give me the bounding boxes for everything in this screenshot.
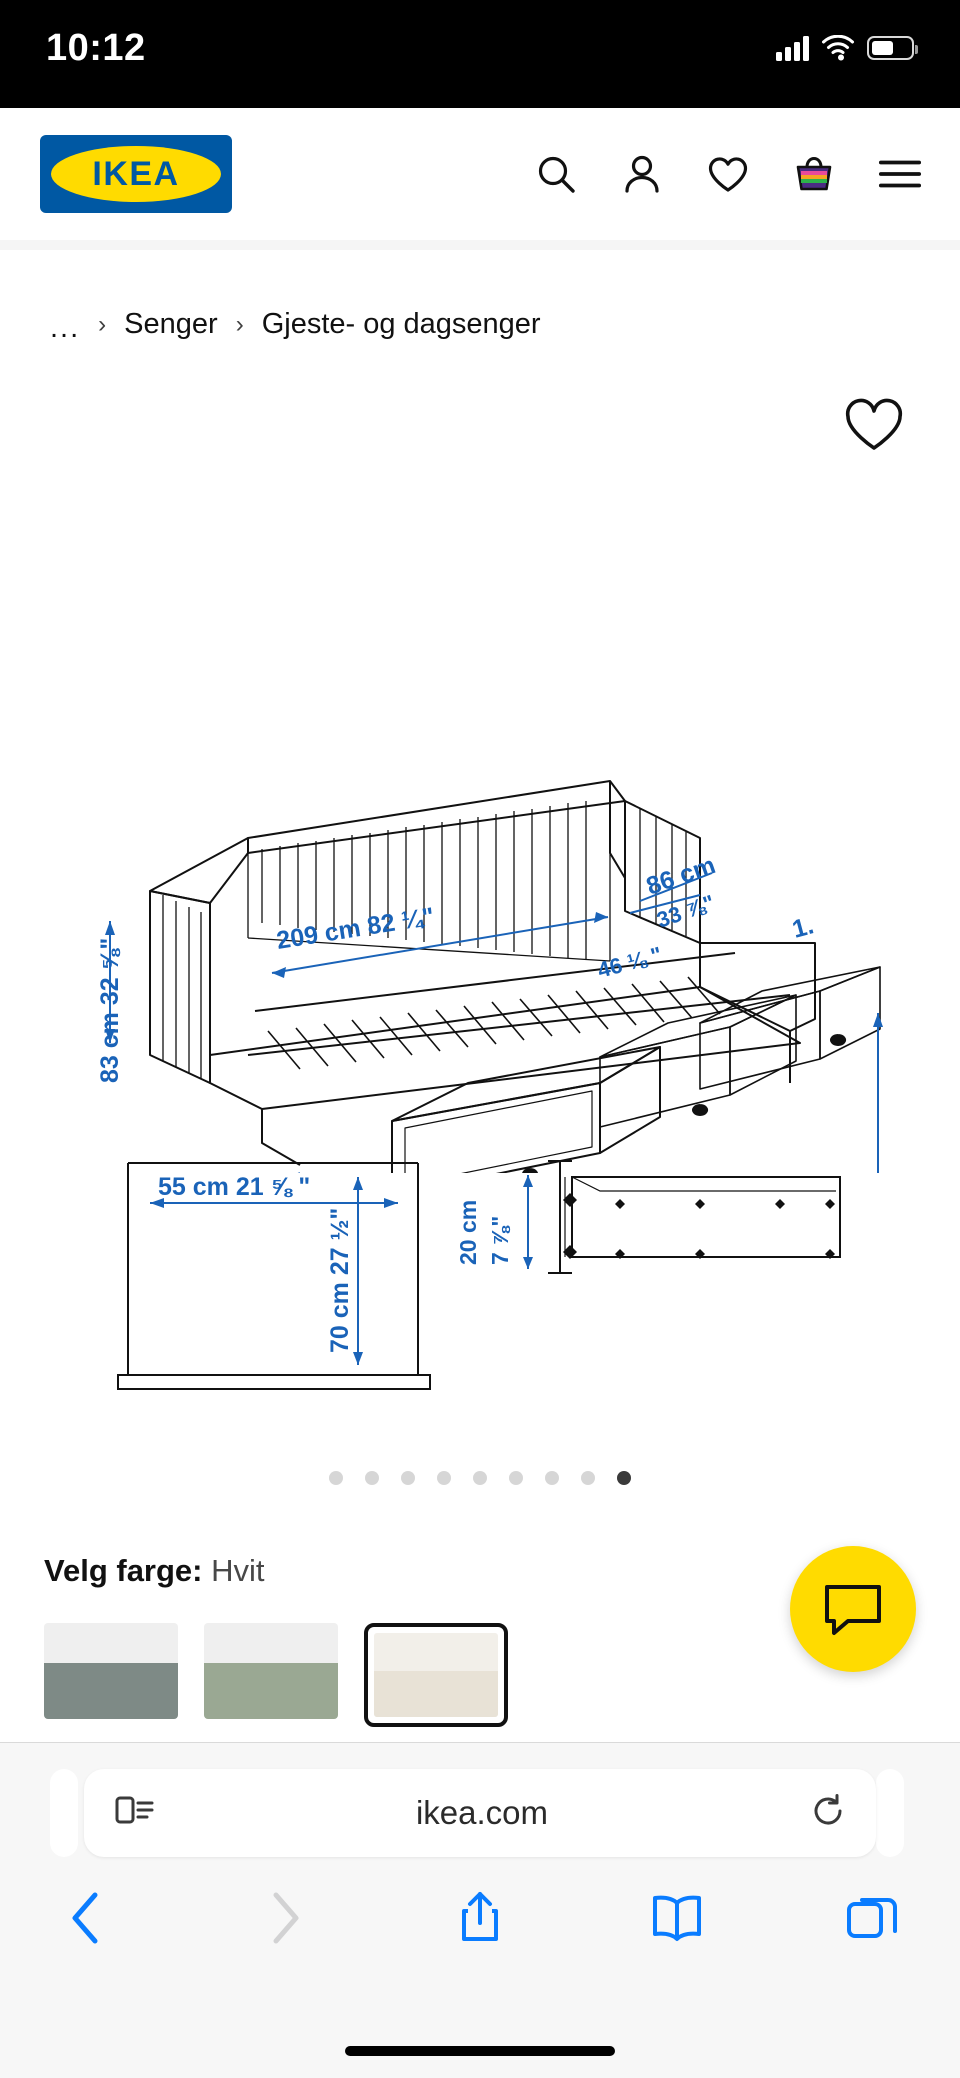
ikea-logo[interactable] bbox=[40, 135, 232, 213]
address-bar[interactable] bbox=[84, 1769, 876, 1857]
color-chooser-value: Hvit bbox=[211, 1553, 265, 1588]
swatch-grey[interactable] bbox=[44, 1623, 178, 1719]
ikea-logo-text: IKEA bbox=[92, 154, 180, 193]
dim-label-drawer-height-inch: 7 ⅞" bbox=[487, 1215, 513, 1265]
gallery-dot[interactable] bbox=[401, 1471, 415, 1485]
header-icon-group bbox=[534, 152, 922, 196]
forward-button[interactable] bbox=[249, 1883, 319, 1953]
wifi-icon bbox=[821, 35, 855, 61]
dim-label-depth-top-inch: 33 ⅞" bbox=[653, 889, 718, 933]
header-divider bbox=[0, 240, 960, 250]
dim-label-drawer-depth: 70 cm 27 ½" bbox=[326, 1207, 354, 1353]
dim-label-depth-top: 86 cm bbox=[642, 851, 719, 901]
battery-icon bbox=[867, 36, 914, 60]
swatch-green[interactable] bbox=[204, 1623, 338, 1719]
chevron-right-icon bbox=[264, 1889, 304, 1947]
home-indicator bbox=[345, 2046, 615, 2056]
bookmarks-button[interactable] bbox=[642, 1883, 712, 1953]
heart-icon[interactable] bbox=[706, 152, 750, 196]
gallery-dot[interactable] bbox=[329, 1471, 343, 1485]
gallery-pagination-dots[interactable] bbox=[0, 1453, 960, 1495]
dim-label-right-height-2: 46 ⅛ " bbox=[594, 941, 665, 983]
breadcrumb-item-0[interactable]: ... bbox=[50, 312, 81, 344]
search-icon[interactable] bbox=[534, 152, 578, 196]
breadcrumb-item-2[interactable]: Gjeste- og dagsenger bbox=[261, 308, 541, 340]
dim-label-drawer-width: 55 cm 21 ⅝ " bbox=[158, 1173, 311, 1201]
browser-bottom-bar bbox=[0, 1742, 960, 2078]
gallery-dot[interactable] bbox=[581, 1471, 595, 1485]
shopping-bag-icon[interactable] bbox=[792, 152, 836, 196]
dim-label-left-height: 83 cm 32 ⅝" bbox=[96, 937, 124, 1083]
gallery-dot[interactable] bbox=[545, 1471, 559, 1485]
back-button[interactable] bbox=[52, 1883, 122, 1953]
gallery-dot[interactable] bbox=[365, 1471, 379, 1485]
dim-label-drawer-height: 20 cm bbox=[455, 1199, 481, 1265]
url-row bbox=[0, 1743, 960, 1857]
chevron-left-icon bbox=[67, 1889, 107, 1947]
gallery-dot-active[interactable] bbox=[617, 1471, 631, 1485]
color-chooser-title bbox=[44, 1553, 916, 1589]
reader-view-icon[interactable] bbox=[114, 1794, 154, 1833]
drawer-dimension-drawing bbox=[0, 1153, 960, 1453]
color-chooser-label: Velg farge: bbox=[44, 1553, 203, 1588]
address-bar-url[interactable]: ikea.com bbox=[415, 1794, 549, 1831]
dim-label-right-height: 1. bbox=[789, 911, 817, 944]
breadcrumb-item-1[interactable]: Senger bbox=[124, 308, 218, 340]
gallery-dot[interactable] bbox=[437, 1471, 451, 1485]
gallery-dot[interactable] bbox=[473, 1471, 487, 1485]
cellular-signal-icon bbox=[776, 35, 809, 61]
status-bar-time: 10:12 bbox=[46, 26, 146, 69]
breadcrumb-separator: › bbox=[235, 310, 244, 338]
previous-tab-edge[interactable] bbox=[50, 1769, 84, 1857]
dim-label-length-top: 209 cm 82 ¼" bbox=[274, 902, 437, 955]
breadcrumb bbox=[0, 250, 960, 383]
chat-button[interactable] bbox=[790, 1546, 916, 1672]
product-dimension-drawing bbox=[0, 383, 960, 1173]
status-bar-indicators bbox=[776, 35, 914, 61]
reload-icon[interactable] bbox=[810, 1793, 846, 1834]
swatch-white[interactable] bbox=[364, 1623, 508, 1727]
color-swatch-list bbox=[44, 1623, 916, 1727]
tabs-icon bbox=[846, 1892, 900, 1944]
share-icon bbox=[455, 1889, 505, 1947]
next-tab-edge[interactable] bbox=[876, 1769, 910, 1857]
wishlist-heart-icon[interactable] bbox=[842, 393, 906, 457]
breadcrumb-separator: › bbox=[98, 310, 107, 338]
site-header bbox=[0, 108, 960, 240]
tabs-button[interactable] bbox=[838, 1883, 908, 1953]
ios-status-bar bbox=[0, 0, 960, 108]
chat-bubble-icon bbox=[822, 1581, 884, 1637]
browser-toolbar bbox=[0, 1857, 960, 1953]
share-button[interactable] bbox=[445, 1883, 515, 1953]
account-icon[interactable] bbox=[620, 152, 664, 196]
gallery-dot[interactable] bbox=[509, 1471, 523, 1485]
hamburger-menu-icon[interactable] bbox=[878, 152, 922, 196]
book-icon bbox=[649, 1893, 705, 1943]
product-image-gallery[interactable] bbox=[0, 383, 960, 1173]
